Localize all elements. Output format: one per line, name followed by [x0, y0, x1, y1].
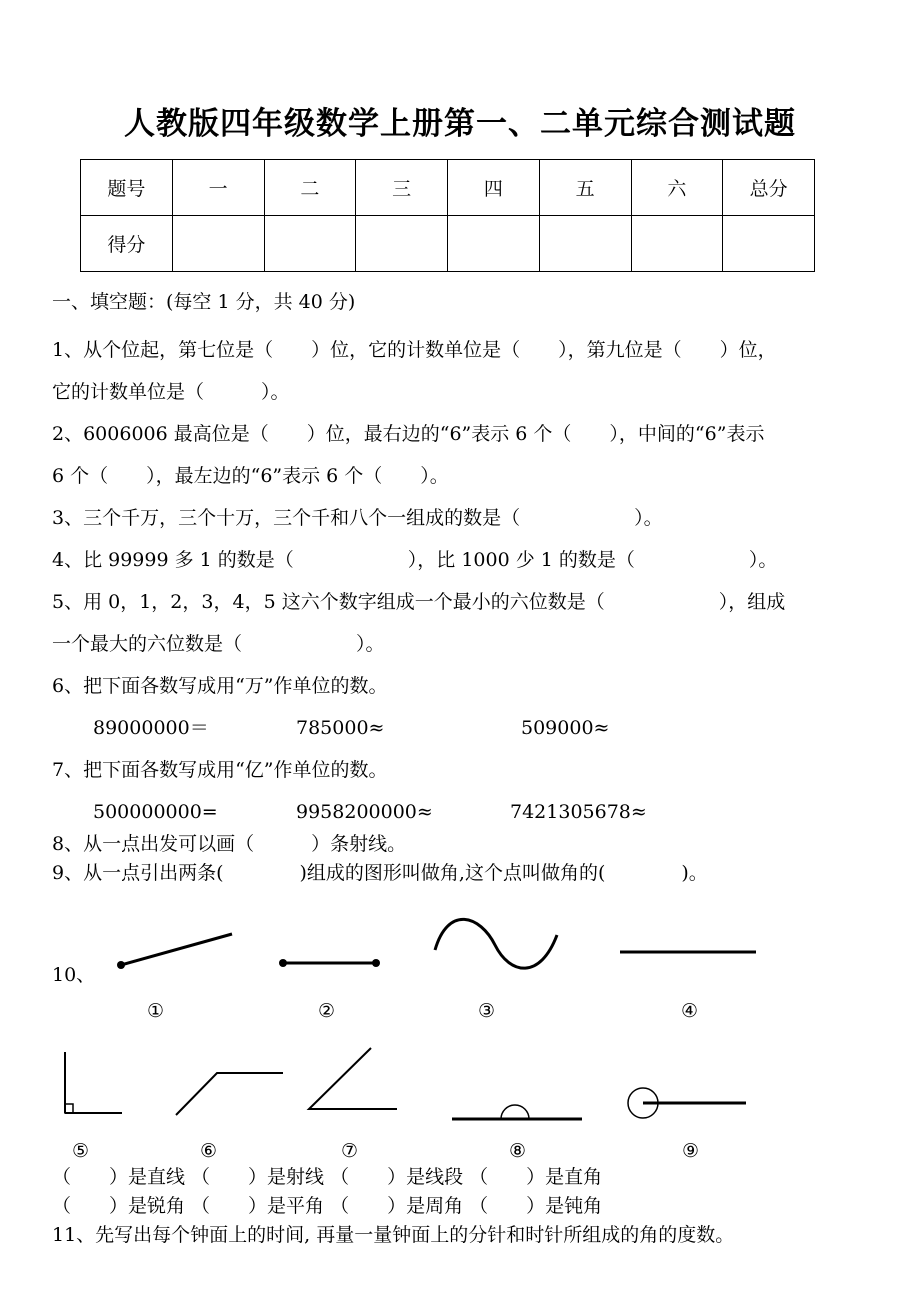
section-heading: 一、填空题：(每空 1 分，共 40 分) — [52, 291, 356, 313]
q6-item-3: 509000≈ — [521, 717, 610, 739]
figure-1-ray — [117, 934, 232, 969]
figure-2-segment — [279, 959, 380, 967]
figure-5-right-angle — [65, 1052, 122, 1113]
table-cell: 题号 — [81, 160, 173, 216]
table-cell: 二 — [264, 160, 356, 216]
figure-label: ⑤ — [72, 1140, 90, 1162]
question-8: 8、从一点出发可以画（ ）条射线。 — [52, 833, 407, 855]
question-3: 3、三个千万，三个十万，三个千和八个一组成的数是（ ）。 — [52, 507, 663, 529]
table-cell: 六 — [631, 160, 723, 216]
figure-6-broken-line — [176, 1073, 283, 1115]
figure-3-curve — [435, 919, 557, 968]
question-5-line-1: 5、用 0，1，2，3，4，5 这六个数字组成一个最小的六位数是（ ），组成 — [52, 591, 786, 613]
q7-item-1: 500000000= — [93, 801, 218, 823]
figure-label: ② — [318, 1000, 336, 1022]
question-4: 4、比 99999 多 1 的数是（ ），比 1000 少 1 的数是（ ）。 — [52, 549, 778, 571]
question-7: 7、把下面各数写成用“亿”作单位的数。 — [52, 759, 388, 781]
figure-label: ⑥ — [200, 1140, 218, 1162]
page-title: 人教版四年级数学上册第一、二单元综合测试题 — [124, 106, 796, 142]
figure-label: ⑦ — [341, 1140, 359, 1162]
table-cell: 四 — [448, 160, 540, 216]
figure-label: ⑨ — [682, 1140, 700, 1162]
table-cell: 总分 — [723, 160, 815, 216]
figure-9-full-angle — [628, 1088, 746, 1118]
table-cell: 一 — [172, 160, 264, 216]
figure-label: ③ — [478, 1000, 496, 1022]
question-10-label: 10、 — [52, 964, 96, 986]
figure-label: ① — [147, 1000, 165, 1022]
q7-item-2: 9958200000≈ — [296, 801, 433, 823]
question-5-line-2: 一个最大的六位数是（ ）。 — [52, 633, 385, 655]
q10-answers-row-1: （ ）是直线 （ ）是射线 （ ）是线段 （ ）是直角 — [52, 1166, 603, 1188]
figure-8-straight-angle — [452, 1105, 582, 1119]
question-1-line-1: 1、从个位起，第七位是（ ）位，它的计数单位是（ ），第九位是（ ）位， — [52, 339, 777, 361]
table-cell: 三 — [356, 160, 448, 216]
figure-label: ④ — [681, 1000, 699, 1022]
question-2-line-1: 2、6006006 最高位是（ ）位，最右边的“6”表示 6 个（ ），中间的“6”表示 — [52, 423, 765, 445]
table-cell: 五 — [539, 160, 631, 216]
figure-label: ⑧ — [509, 1140, 527, 1162]
q7-item-3: 7421305678≈ — [510, 801, 647, 823]
question-6: 6、把下面各数写成用“万”作单位的数。 — [52, 675, 388, 697]
question-1-line-2: 它的计数单位是（ ）。 — [52, 381, 290, 403]
q10-answers-row-2: （ ）是锐角 （ ）是平角 （ ）是周角 （ ）是钝角 — [52, 1195, 603, 1217]
q6-item-2: 785000≈ — [296, 717, 385, 739]
q6-item-1: 89000000＝ — [93, 717, 209, 739]
table-cell: 得分 — [81, 216, 173, 272]
question-9: 9、从一点引出两条( )组成的图形叫做角,这个点叫做角的( )。 — [52, 862, 708, 884]
figure-7-acute-angle — [309, 1048, 397, 1109]
question-2-line-2: 6 个（ ），最左边的“6”表示 6 个（ ）。 — [52, 465, 449, 487]
question-11: 11、先写出每个钟面上的时间, 再量一量钟面上的分针和时针所组成的角的度数。 — [52, 1224, 735, 1246]
